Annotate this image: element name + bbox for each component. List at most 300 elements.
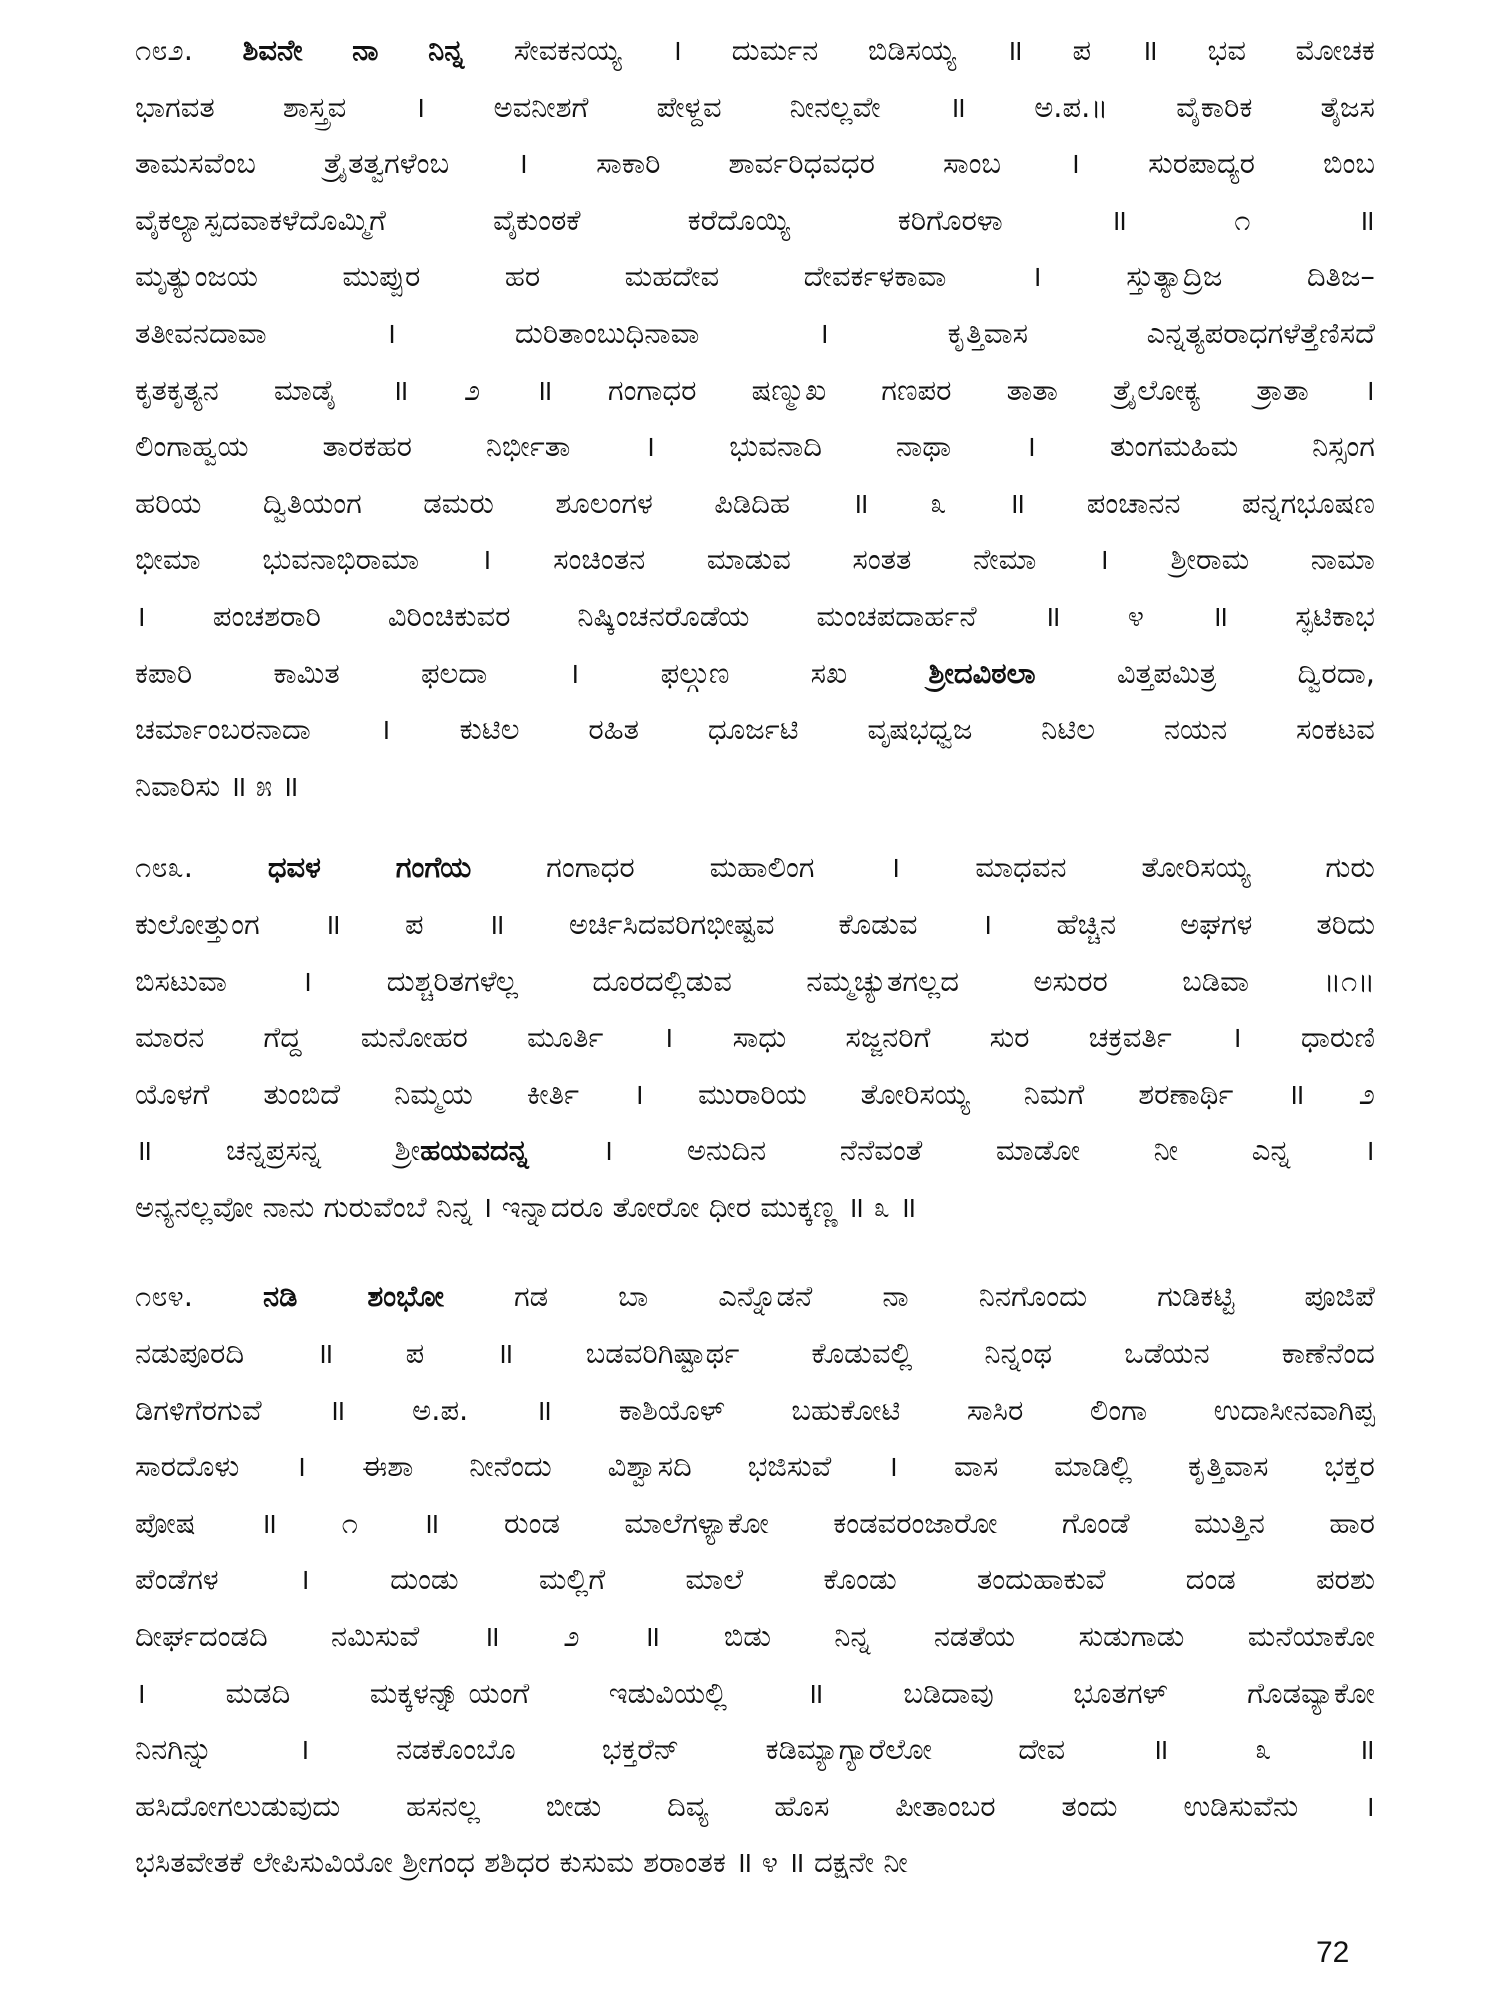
word: ಹೆಚ್ಚಿನ bbox=[1056, 906, 1117, 941]
text-line bbox=[135, 1834, 1375, 1891]
text-line bbox=[135, 1778, 1375, 1835]
paragraph-gap bbox=[135, 814, 1375, 839]
word: ॥ bbox=[1287, 1076, 1305, 1111]
word: ಸಾಂಬ bbox=[942, 146, 1002, 181]
word: ಅ.ಪ. bbox=[412, 1392, 469, 1427]
word: ಮಾಡುವ bbox=[706, 542, 791, 577]
word: ಅವನೀಶಗೆ bbox=[493, 89, 589, 124]
word: ಎನ್ನ bbox=[1251, 1133, 1291, 1168]
text-line bbox=[135, 305, 1375, 362]
word: ಚರ್ಮಾಂಬರನಾದಾ bbox=[135, 712, 311, 747]
word: ಶೂಲಂಗಳ bbox=[555, 485, 653, 520]
word: ಕೊಡುವಲ್ಲಿ bbox=[811, 1336, 913, 1371]
word: ಬಿಡಿಸಯ್ಯ bbox=[867, 33, 957, 67]
word: । bbox=[480, 542, 492, 577]
word: ಪಂಚಾನನ bbox=[1086, 485, 1181, 520]
word: ॥ bbox=[1043, 598, 1061, 633]
word: । bbox=[633, 1076, 645, 1111]
word: ತುಂಬಿದೆ bbox=[263, 1076, 341, 1111]
word: ಎನ್ನೊಡನೆ bbox=[718, 1279, 813, 1314]
word: । bbox=[517, 146, 529, 181]
word: ಧೀರ bbox=[708, 1189, 752, 1224]
word: ॥೧॥ bbox=[1323, 963, 1375, 998]
word: । bbox=[135, 1675, 146, 1710]
word: ದೇವರ್ಕಳಕಾವಾ bbox=[803, 259, 947, 294]
word: ॥ bbox=[1357, 202, 1375, 237]
word: ಶ್ರೀದವಿಠಲಾ bbox=[928, 655, 1036, 690]
word: ಶಾರ್ವರಿಧವಧರ bbox=[728, 146, 875, 181]
text-line bbox=[135, 701, 1375, 758]
word: ॥ bbox=[135, 1133, 153, 1168]
word: ಭಕ್ತರ bbox=[1324, 1449, 1375, 1484]
word: ಪಿಡಿದಿಹ bbox=[714, 485, 790, 520]
word: ವಾಸ bbox=[954, 1449, 999, 1484]
word: ನಡುಪೂರದಿ bbox=[135, 1336, 245, 1371]
word: । bbox=[602, 1133, 614, 1168]
word: ಶಂಭೋ bbox=[367, 1279, 444, 1314]
word: ಮುಪ್ಪುರ bbox=[342, 259, 421, 294]
word: ೩ bbox=[873, 1189, 890, 1224]
song-182 bbox=[135, 22, 1375, 814]
word: ಅನುದಿನ bbox=[686, 1133, 767, 1168]
word: । bbox=[1364, 1788, 1375, 1823]
word: ಮೋಚಕ bbox=[1295, 33, 1375, 67]
word: ವೈಕಲ್ಯಾಸ್ಪದವಾಕಳೆದೊಮ್ಮಿಗೆ bbox=[135, 202, 386, 237]
word: ತ್ರೈಲೋಕ್ಯ bbox=[1113, 372, 1202, 407]
word: ದಿತಿಜ– bbox=[1306, 259, 1375, 294]
word: ಕಪಾರಿ bbox=[135, 655, 193, 690]
word: ॥ bbox=[487, 906, 505, 941]
word: ಕರಿಗೊರಳಾ bbox=[897, 202, 1003, 237]
word: ಗೊಂಡೆ bbox=[1061, 1505, 1130, 1540]
word: ಕಾಣೆನೆಂದ bbox=[1281, 1336, 1375, 1371]
word: ಕೊಡುವ bbox=[838, 906, 918, 941]
word: ೨ bbox=[563, 1619, 580, 1654]
word: ತಂದು bbox=[1061, 1788, 1118, 1823]
word: ಕೃತಕೃತ್ಯನ bbox=[135, 372, 219, 407]
word: । bbox=[379, 712, 391, 747]
word: ಮಾಡೋ bbox=[995, 1133, 1081, 1168]
word: ॥ bbox=[1007, 485, 1026, 520]
word: ಸಂಕಟವ bbox=[1296, 712, 1375, 747]
text-line bbox=[135, 192, 1375, 249]
word: ಸಂತತ bbox=[852, 542, 912, 577]
word: ಕಾಮಿತ bbox=[273, 655, 340, 690]
word: ದುರ್ಮನ bbox=[731, 33, 819, 67]
word: ೫ bbox=[255, 768, 273, 803]
word: ೩ bbox=[1255, 1732, 1272, 1767]
word: ನಿವಾರಿಸು bbox=[135, 768, 220, 803]
word: ಮೂರ್ತಿ bbox=[526, 1020, 604, 1055]
word: ಮಾಡಿಲ್ಲಿ bbox=[1054, 1449, 1133, 1484]
word: ನಡಕೊಂಬೊ bbox=[395, 1732, 516, 1767]
word: ಶ್ರೀರಾಮ bbox=[1170, 542, 1250, 577]
word: । bbox=[662, 1020, 674, 1055]
text-line bbox=[135, 362, 1375, 419]
word: ಪೋಷ bbox=[135, 1505, 196, 1540]
word: ಗುರುವೆಂಬೆ bbox=[323, 1189, 427, 1224]
text-line bbox=[135, 1179, 1375, 1236]
text-line bbox=[135, 1268, 1375, 1325]
text-line bbox=[135, 953, 1375, 1010]
text-line bbox=[135, 1608, 1375, 1665]
word: ದ್ವಿತಿಯಂಗ bbox=[262, 485, 362, 520]
word: ೧೮೪. bbox=[135, 1279, 193, 1314]
text-line bbox=[135, 1438, 1375, 1495]
text-line bbox=[135, 1721, 1375, 1778]
word: ಪ bbox=[1072, 33, 1092, 67]
word: ಮುತ್ತಿನ bbox=[1194, 1505, 1265, 1540]
word: ರಹಿತ bbox=[588, 712, 639, 747]
word: ॥ bbox=[323, 906, 341, 941]
word: ಬಡಿವಾ bbox=[1182, 963, 1249, 998]
word: ॥ bbox=[534, 1392, 553, 1427]
word: ಡಮರು bbox=[423, 485, 494, 520]
word: । bbox=[1069, 146, 1081, 181]
word: ಫಲ್ಗುಣ bbox=[660, 655, 730, 690]
word: ॥ bbox=[948, 89, 967, 124]
song-183 bbox=[135, 839, 1375, 1235]
word: ನಡತೆಯ bbox=[933, 1619, 1016, 1654]
word: ಮಾರನ bbox=[135, 1020, 205, 1055]
word: ಈಶಾ bbox=[362, 1449, 414, 1484]
word: ನೆನೆವಂತೆ bbox=[839, 1133, 923, 1168]
word: ರುಂಡ bbox=[504, 1505, 560, 1540]
word: ೨ bbox=[463, 372, 481, 407]
word: ಪೂಜಿಪೆ bbox=[1304, 1279, 1375, 1314]
word: ಅ.ಪ.॥ bbox=[1034, 89, 1109, 124]
word: ಮಡದಿ bbox=[225, 1675, 291, 1710]
word: । bbox=[1230, 1020, 1242, 1055]
word: ಮಕ್ಕಳನ್ನಾ್ಯಂಗೆ bbox=[369, 1675, 530, 1710]
word: ॥ bbox=[281, 768, 299, 803]
text-line bbox=[135, 1382, 1375, 1439]
word: ತರಿದು bbox=[1316, 906, 1375, 941]
word: । bbox=[818, 315, 830, 350]
word: ಗುರು bbox=[1325, 850, 1375, 885]
word: ಇನ್ನಾದರೂ bbox=[501, 1189, 604, 1224]
word: ಗಂಗಾಧರ bbox=[607, 372, 697, 407]
word: ೨ bbox=[1358, 1076, 1375, 1111]
word: ತೋರಿಸಯ್ಯ bbox=[860, 1076, 970, 1111]
word: ॥ bbox=[806, 1675, 824, 1710]
word: ಮಹಾಲಿಂಗ bbox=[709, 850, 815, 885]
word: ಧಾರುಣಿ bbox=[1300, 1020, 1375, 1055]
word: ಕೃತ್ತಿವಾಸ bbox=[1187, 1449, 1269, 1484]
word: ॥ bbox=[391, 372, 409, 407]
text-line bbox=[135, 839, 1375, 896]
word: । bbox=[1030, 259, 1042, 294]
word: ಭಕ್ತರೆನ್ bbox=[601, 1732, 680, 1767]
word: ನೀನೆಂದು bbox=[469, 1449, 552, 1484]
word: ಗಡ bbox=[513, 1279, 549, 1314]
word: । bbox=[298, 1732, 310, 1767]
word: ॥ bbox=[1140, 33, 1158, 67]
word: ೧ bbox=[341, 1505, 358, 1540]
word: ॥ bbox=[1109, 202, 1128, 237]
word: ತ್ರಾತಾ bbox=[1256, 372, 1309, 407]
word: ಮಹದೇವ bbox=[624, 259, 720, 294]
word: ಹರಿಯ bbox=[135, 485, 202, 520]
word: ಮೃತ್ಯುಂಜಯ bbox=[135, 259, 258, 294]
word: ಗೊಡವ್ಯಾಕೋ bbox=[1247, 1675, 1375, 1710]
text-line bbox=[135, 588, 1375, 645]
word: ನಿಸ್ಸಂಗ bbox=[1312, 429, 1375, 464]
text-line bbox=[135, 248, 1375, 305]
text-line bbox=[135, 1325, 1375, 1382]
word: ಧೂರ್ಜಟಿ bbox=[707, 712, 799, 747]
word: ಪಂಚಶರಾರಿ bbox=[212, 598, 321, 633]
word: ನಿನ್ನಂಥ bbox=[984, 1336, 1053, 1371]
text-line bbox=[135, 418, 1375, 475]
word: । bbox=[644, 429, 656, 464]
word: ಹಾರ bbox=[1329, 1505, 1375, 1540]
word: ತಾಮಸವೆಂಬ bbox=[135, 146, 256, 181]
word: ಸುರಪಾದ್ಯರ bbox=[1148, 146, 1255, 181]
word: ೧೮೨. bbox=[135, 33, 193, 67]
word: ಗುಡಿಕಟ್ಟಿ bbox=[1157, 1279, 1235, 1314]
text-line bbox=[135, 645, 1375, 702]
word: ಫಲದಾ bbox=[420, 655, 488, 690]
text-line bbox=[135, 135, 1375, 192]
word: ಬಡವರಿಗಿಷ್ಟಾರ್ಥ bbox=[585, 1336, 740, 1371]
word: ತಾತಾ bbox=[1006, 372, 1058, 407]
word: ನಿನಗೊಂದು bbox=[978, 1279, 1088, 1314]
text-line bbox=[135, 1665, 1375, 1722]
song-184 bbox=[135, 1268, 1375, 1891]
word: ॥ bbox=[316, 1336, 334, 1371]
word: ॥ bbox=[846, 1189, 865, 1224]
word: ಷಣ್ಮುಖ bbox=[751, 372, 827, 407]
word: ಬೀಡು bbox=[545, 1788, 602, 1823]
word: ನೀನಲ್ಲವೇ bbox=[789, 89, 881, 124]
word: ಭುವನಾದಿ bbox=[729, 429, 822, 464]
word: ವೈಕಾರಿಕ bbox=[1176, 89, 1253, 124]
word: ನಾ bbox=[352, 33, 379, 67]
word: ಸುರ bbox=[989, 1020, 1030, 1055]
word: ನಾಥಾ bbox=[895, 429, 952, 464]
word: ಅಸುರರ bbox=[1033, 963, 1108, 998]
word: ಶ್ರೀಗಂಧ bbox=[402, 1845, 475, 1880]
word: ಉಡಿಸುವೆನು bbox=[1183, 1788, 1299, 1823]
page-number: 72 bbox=[1316, 1936, 1350, 1969]
word: । bbox=[671, 33, 683, 67]
word: ತ್ರೈತತ್ವಗಳೆಂಬ bbox=[323, 146, 450, 181]
word: ೧೮೩. bbox=[135, 850, 193, 885]
text-line bbox=[135, 22, 1375, 79]
word: ಮುಕ್ಕಣ್ಣ bbox=[760, 1189, 838, 1224]
word: । bbox=[1097, 542, 1109, 577]
word: ಗಂಗೆಯ bbox=[395, 850, 472, 885]
word: । bbox=[981, 906, 993, 941]
word: ದೇವ bbox=[1018, 1732, 1066, 1767]
word: ಪೇಳ್ದವ bbox=[656, 89, 722, 124]
word: ನಾಮಾ bbox=[1310, 542, 1375, 577]
word: ॥ bbox=[259, 1505, 278, 1540]
word: ಶಾಸ್ತ್ರವ bbox=[282, 89, 347, 124]
text-line bbox=[135, 1122, 1375, 1179]
word: । bbox=[385, 315, 397, 350]
word: ॥ bbox=[899, 1189, 917, 1224]
word: ವೃಷಭಧ್ವಜ bbox=[867, 712, 973, 747]
text-line bbox=[135, 1551, 1375, 1608]
word: ॥ bbox=[328, 1392, 346, 1427]
word: ದೀರ್ಘದಂಡದಿ bbox=[135, 1619, 268, 1654]
word: ಮಾಧವನ bbox=[975, 850, 1067, 885]
word: ಉದಾಸೀನವಾಗಿಪ್ಪ bbox=[1213, 1392, 1375, 1427]
word: ಸಜ್ಜನರಿಗೆ bbox=[845, 1020, 931, 1055]
text-line bbox=[135, 896, 1375, 953]
word: ॥ bbox=[422, 1505, 440, 1540]
word: ದಿವ್ಯ bbox=[667, 1788, 709, 1823]
word: ನಾನು bbox=[262, 1189, 315, 1224]
word: ಯೊಳಗೆ bbox=[135, 1076, 210, 1111]
word: । bbox=[414, 89, 426, 124]
word: ಹೊಸ bbox=[774, 1788, 830, 1823]
word: ಮಂಚಪದಾರ್ಹನೆ bbox=[816, 598, 977, 633]
word: ಭುವನಾಭಿರಾಮಾ bbox=[262, 542, 420, 577]
text-line bbox=[135, 1066, 1375, 1123]
word: ಚಕ್ರವರ್ತಿ bbox=[1088, 1020, 1172, 1055]
word: । bbox=[135, 598, 146, 633]
word: ॥ bbox=[496, 1336, 514, 1371]
word: ದುರಿತಾಂಬುಧಿನಾವಾ bbox=[514, 315, 700, 350]
word: ಡಿಗಳಿಗೆರಗುವೆ bbox=[135, 1392, 262, 1427]
word: ೪ bbox=[761, 1845, 779, 1880]
word: ಭಸಿತವೇತಕೆ bbox=[135, 1845, 244, 1880]
word: ದುಶ್ಚರಿತಗಳೆಲ್ಲ bbox=[386, 963, 518, 998]
word: ಗಣಪರ bbox=[881, 372, 952, 407]
word: ಮಾಡೈ bbox=[273, 372, 337, 407]
word: ನಾ bbox=[882, 1279, 909, 1314]
word: । bbox=[1363, 372, 1375, 407]
word: ಹಸನಲ್ಲ bbox=[406, 1788, 480, 1823]
word: ದ್ವಿರದಾ, bbox=[1297, 655, 1375, 690]
word: ನಿನ್ನ bbox=[834, 1619, 871, 1654]
word: ಅರ್ಚಿಸಿದವರಿಗಭೀಷ್ಟವ bbox=[568, 906, 775, 941]
word: ಭೂತಗಳ್ bbox=[1073, 1675, 1168, 1710]
word: ಬಿಂಬ bbox=[1323, 146, 1375, 181]
text-line bbox=[135, 79, 1375, 136]
word: ಪನ್ನಗಭೂಷಣ bbox=[1241, 485, 1375, 520]
page-body bbox=[135, 22, 1375, 1891]
word: ಕುಟಿಲ bbox=[459, 712, 520, 747]
text-line bbox=[135, 758, 1375, 815]
word: ಕಾಶಿಯೊಳ್ bbox=[618, 1392, 725, 1427]
text-line bbox=[135, 531, 1375, 588]
word: ॥ bbox=[787, 1845, 805, 1880]
word: ೧ bbox=[1234, 202, 1251, 237]
word: ಬಡಿದಾವು bbox=[903, 1675, 994, 1710]
word: ಬಿಸಟುವಾ bbox=[135, 963, 227, 998]
word: ಹರ bbox=[504, 259, 541, 294]
word: ॥ bbox=[735, 1845, 753, 1880]
word: ಗಂಗಾಧರ bbox=[546, 850, 635, 885]
word: ಭಾಗವತ bbox=[135, 89, 215, 124]
word: ತಂದುಹಾಕುವೆ bbox=[976, 1562, 1106, 1597]
word: ॥ bbox=[482, 1619, 501, 1654]
word: ಸಂಚಿಂತನ bbox=[553, 542, 646, 577]
word: ಮನೋಹರ bbox=[360, 1020, 468, 1055]
word: ॥ bbox=[1210, 598, 1229, 633]
word: । bbox=[481, 1189, 493, 1224]
word: ಕೃತ್ತಿವಾಸ bbox=[947, 315, 1029, 350]
word: ದೂರದಲ್ಲಿಡುವ bbox=[592, 963, 732, 998]
word: ಮಾಲೆ bbox=[685, 1562, 744, 1597]
word: ನಿರ್ಭೀತಾ bbox=[485, 429, 571, 464]
word: ಹಸಿದೋಗಲುಡುವುದು bbox=[135, 1788, 341, 1823]
word: ಕರೆದೊಯ್ಯಿ bbox=[687, 202, 791, 237]
word: ವಿತ್ತಪಮಿತ್ರ bbox=[1116, 655, 1217, 690]
word: ಭಜಿಸುವೆ bbox=[747, 1449, 832, 1484]
word: ॥ bbox=[229, 768, 247, 803]
word: ॥ bbox=[1151, 1732, 1169, 1767]
word: ಬಿಡು bbox=[723, 1619, 771, 1654]
word: ॥ bbox=[851, 485, 869, 520]
word: ಮಲ್ಲಿಗೆ bbox=[538, 1562, 606, 1597]
word: ಚನ್ನಪ್ರಸನ್ನ bbox=[225, 1133, 322, 1168]
word: ॥ bbox=[1005, 33, 1023, 67]
word: ಶ್ರೀಹಯವದನ್ನ bbox=[394, 1133, 529, 1168]
word: ಬಾ bbox=[618, 1279, 649, 1314]
word: ಭವ bbox=[1207, 33, 1246, 67]
word: ಪ bbox=[404, 906, 424, 941]
word: ನೀ bbox=[1153, 1133, 1179, 1168]
word: ತುಂಗಮಹಿಮ bbox=[1109, 429, 1239, 464]
word: ಸಾರದೊಳು bbox=[135, 1449, 240, 1484]
word: ಮಾಲೆಗಳ್ಯಾಕೋ bbox=[624, 1505, 769, 1540]
word: ಪರಶು bbox=[1315, 1562, 1375, 1597]
word: ೪ bbox=[1127, 598, 1145, 633]
word: ಸಖ bbox=[810, 655, 848, 690]
word: ಮನೆಯಾಕೋ bbox=[1247, 1619, 1375, 1654]
word: ನಿಟಿಲ bbox=[1041, 712, 1096, 747]
word: ಅಘಗಳ bbox=[1180, 906, 1253, 941]
word: ಅನ್ಯನಲ್ಲವೋ bbox=[135, 1189, 254, 1224]
word: ಕುಲೋತ್ತುಂಗ bbox=[135, 906, 260, 941]
word: ಲೇಪಿಸುವಿಯೋ bbox=[252, 1845, 393, 1880]
word: ತೈಜಸ bbox=[1320, 89, 1375, 124]
word: ಧವಳ bbox=[267, 850, 321, 885]
word: ತಾರಕಹರ bbox=[322, 429, 412, 464]
word: ಸೇವಕನಯ್ಯ bbox=[513, 33, 622, 67]
word: ಲಿಂಗಾಹ್ವಯ bbox=[135, 429, 249, 464]
word: । bbox=[298, 1562, 310, 1597]
word: । bbox=[887, 1449, 899, 1484]
word: ನಿನ್ನ bbox=[435, 1189, 473, 1224]
word: ನಮ್ಮಚ್ಯುತಗಲ್ಲದ bbox=[806, 963, 959, 998]
text-line bbox=[135, 1495, 1375, 1552]
word: ಪೆಂಡೆಗಳ bbox=[135, 1562, 219, 1597]
word: ನಿಷ್ಕಿಂಚನರೊಡೆಯ bbox=[577, 598, 750, 633]
word: ಕೊಂಡು bbox=[823, 1562, 897, 1597]
word: ಕೀರ್ತಿ bbox=[526, 1076, 580, 1111]
word: ವಿಶ್ವಾಸದಿ bbox=[607, 1449, 692, 1484]
word: ಕಂಡವರಂಜಾರೋ bbox=[833, 1505, 998, 1540]
word: ತೋರಿಸಯ್ಯ bbox=[1141, 850, 1251, 885]
word: ೩ bbox=[930, 485, 947, 520]
word: ನಯನ bbox=[1163, 712, 1228, 747]
word: ಪ bbox=[405, 1336, 425, 1371]
word: ಸ್ಫಟಿಕಾಭ bbox=[1295, 598, 1375, 633]
word: ನಿನಗಿನ್ನು bbox=[135, 1732, 213, 1767]
word: ತತೀವನದಾವಾ bbox=[135, 315, 267, 350]
word: ನೇಮಾ bbox=[972, 542, 1037, 577]
word: ಶರಾಂತಕ bbox=[643, 1845, 726, 1880]
word: ಸಾಸಿರ bbox=[966, 1392, 1024, 1427]
word: ಲಿಂಗಾ bbox=[1089, 1392, 1148, 1427]
text-line bbox=[135, 475, 1375, 532]
